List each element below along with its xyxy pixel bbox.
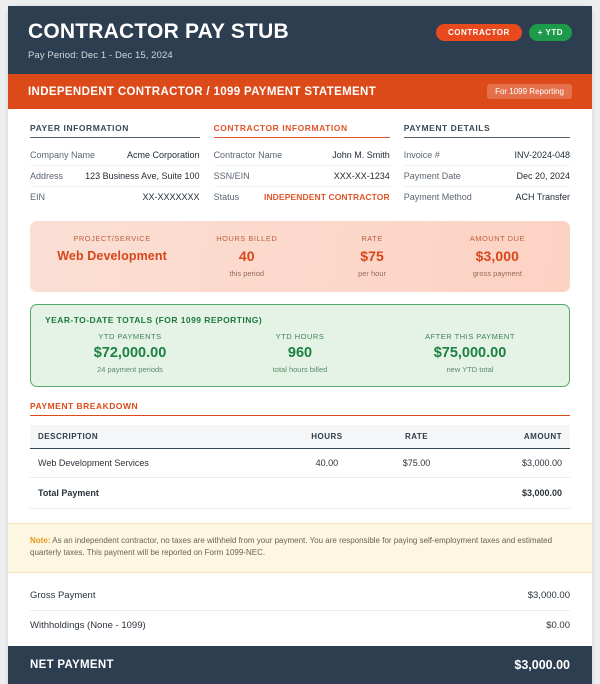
table-row-total: [30, 478, 570, 509]
information-columns: [8, 109, 592, 215]
table-row: [30, 145, 200, 166]
row-value: ACH Transfer: [515, 192, 570, 203]
cell-total-label: Total Payment: [30, 478, 280, 509]
row-value: Acme Corporation: [127, 150, 200, 161]
ytd-title: YEAR-TO-DATE TOTALS (FOR 1099 REPORTING): [45, 315, 263, 326]
note-prefix: Note:: [30, 536, 51, 546]
column-header-amount: AMOUNT: [459, 425, 570, 449]
summary-value: $3,000.00: [527, 589, 570, 601]
row-value: XXX-XX-1234: [333, 171, 390, 182]
table-row: [404, 166, 570, 187]
contractor-information-column: [214, 123, 390, 207]
row-label: Invoice #: [403, 150, 440, 161]
ytd-value: 960: [287, 345, 313, 362]
highlight-label: PROJECT/SERVICE: [73, 234, 151, 244]
row-label: SSN/EIN: [213, 171, 250, 182]
table-row: [30, 449, 570, 478]
row-label: EIN: [30, 192, 46, 203]
stub-header: [8, 6, 592, 74]
ytd-sub: new YTD total: [446, 365, 494, 375]
breakdown-table-head: [30, 425, 570, 449]
breakdown-title: PAYMENT BREAKDOWN: [30, 401, 570, 416]
summary-label: Withholdings (None - 1099): [30, 619, 146, 631]
ytd-sub: total hours billed: [272, 365, 328, 375]
cell-hours: 40.00: [280, 449, 373, 478]
row-label: Company Name: [30, 150, 96, 161]
ytd-cell-payments: [45, 332, 215, 374]
net-payment-bar: [8, 646, 592, 684]
ytd-label: YTD PAYMENTS: [98, 332, 162, 342]
highlight-sub: gross payment: [472, 269, 522, 279]
ytd-cell-after-payment: [385, 332, 555, 374]
payment-details-heading: PAYMENT DETAILS: [404, 123, 570, 138]
payer-heading: PAYER INFORMATION: [30, 123, 200, 138]
breakdown-table: [30, 425, 570, 509]
table-header-row: [30, 425, 570, 449]
ytd-section: [8, 292, 592, 387]
row-label: Status: [213, 192, 240, 203]
ytd-label: AFTER THIS PAYMENT: [425, 332, 515, 342]
row-value: 123 Business Ave, Suite 100: [85, 171, 200, 182]
ytd-label: YTD HOURS: [275, 332, 325, 342]
row-value: John M. Smith: [332, 150, 390, 161]
status-badge: INDEPENDENT CONTRACTOR: [263, 192, 390, 203]
net-payment-label: NET PAYMENT: [30, 658, 114, 671]
row-value: INV-2024-048: [514, 150, 570, 161]
cell-description: Web Development Services: [30, 449, 280, 478]
summary-row-withholdings: [30, 611, 570, 640]
banner-title: INDEPENDENT CONTRACTOR / 1099 PAYMENT STATEMENT: [28, 85, 377, 98]
column-header-hours: HOURS: [280, 425, 373, 449]
row-label: Payment Date: [403, 171, 461, 182]
row-label: Address: [30, 171, 64, 182]
status-badge-ytd[interactable]: + YTD: [529, 24, 572, 41]
header-text-group: [28, 20, 289, 61]
highlight-sub: this period: [229, 269, 265, 279]
net-payment-value: $3,000.00: [514, 657, 570, 672]
highlight-cell-project: [40, 234, 184, 278]
statement-banner: [8, 74, 592, 109]
highlight-section: [8, 215, 592, 292]
pay-period-label: Pay Period: Dec 1 - Dec 15, 2024: [28, 50, 173, 62]
payment-details-column: [404, 123, 570, 207]
table-row: [404, 145, 570, 166]
note-body: As an independent contractor, no taxes are withheld from your payment. You are responsible for paying self-employment taxes and estimated quarterly taxes. This payment will be reported on Form 1099-NEC.: [30, 536, 553, 558]
pay-stub-card: [8, 6, 592, 684]
row-label: Payment Method: [403, 192, 472, 203]
header-badges: [436, 20, 572, 41]
column-header-rate: RATE: [374, 425, 460, 449]
cell-total-hours: [280, 478, 373, 509]
highlight-cell-hours: [184, 234, 309, 278]
table-row: [30, 166, 200, 187]
highlight-label: HOURS BILLED: [216, 234, 278, 244]
summary-value: $0.00: [546, 619, 570, 631]
highlight-cell-amount-due: [435, 234, 560, 278]
payer-information-column: [30, 123, 200, 207]
table-row: [214, 145, 390, 166]
cell-total-amount: $3,000.00: [459, 478, 570, 509]
table-row: [214, 187, 390, 207]
summary-label: Gross Payment: [30, 589, 96, 601]
ytd-value: $72,000.00: [93, 345, 167, 362]
ytd-columns: [45, 332, 555, 374]
summary-row-gross: [30, 581, 570, 611]
breakdown-section: [8, 387, 592, 509]
highlight-value: Web Development: [57, 249, 167, 264]
highlight-value: 40: [238, 248, 255, 265]
status-badge-contractor[interactable]: CONTRACTOR: [436, 24, 522, 41]
column-header-description: DESCRIPTION: [30, 425, 280, 449]
note-text: [30, 535, 570, 560]
contractor-heading: CONTRACTOR INFORMATION: [214, 123, 390, 138]
highlight-label: AMOUNT DUE: [469, 234, 525, 244]
breakdown-table-body: [30, 449, 570, 509]
row-value: Dec 20, 2024: [516, 171, 570, 182]
ytd-sub: 24 payment periods: [97, 365, 163, 375]
note-banner: [8, 523, 592, 573]
banner-tag-1099: For 1099 Reporting: [487, 84, 572, 99]
page-title: CONTRACTOR PAY STUB: [28, 20, 289, 43]
highlight-label: RATE: [361, 234, 383, 244]
summary-section: [8, 573, 592, 646]
highlight-sub: per hour: [358, 269, 386, 279]
highlight-box: [30, 221, 570, 292]
table-row: [214, 166, 390, 187]
row-value: XX-XXXXXXX: [142, 192, 200, 203]
highlight-value: $75: [360, 248, 384, 265]
table-row: [404, 187, 570, 207]
row-label: Contractor Name: [213, 150, 283, 161]
ytd-value: $75,000.00: [433, 345, 507, 362]
cell-amount: $3,000.00: [459, 449, 570, 478]
highlight-value: $3,000: [475, 248, 520, 265]
ytd-cell-hours: [215, 332, 385, 374]
ytd-box: [30, 304, 570, 387]
cell-total-rate: [374, 478, 460, 509]
highlight-cell-rate: [309, 234, 434, 278]
cell-rate: $75.00: [374, 449, 460, 478]
table-row: [30, 187, 200, 207]
